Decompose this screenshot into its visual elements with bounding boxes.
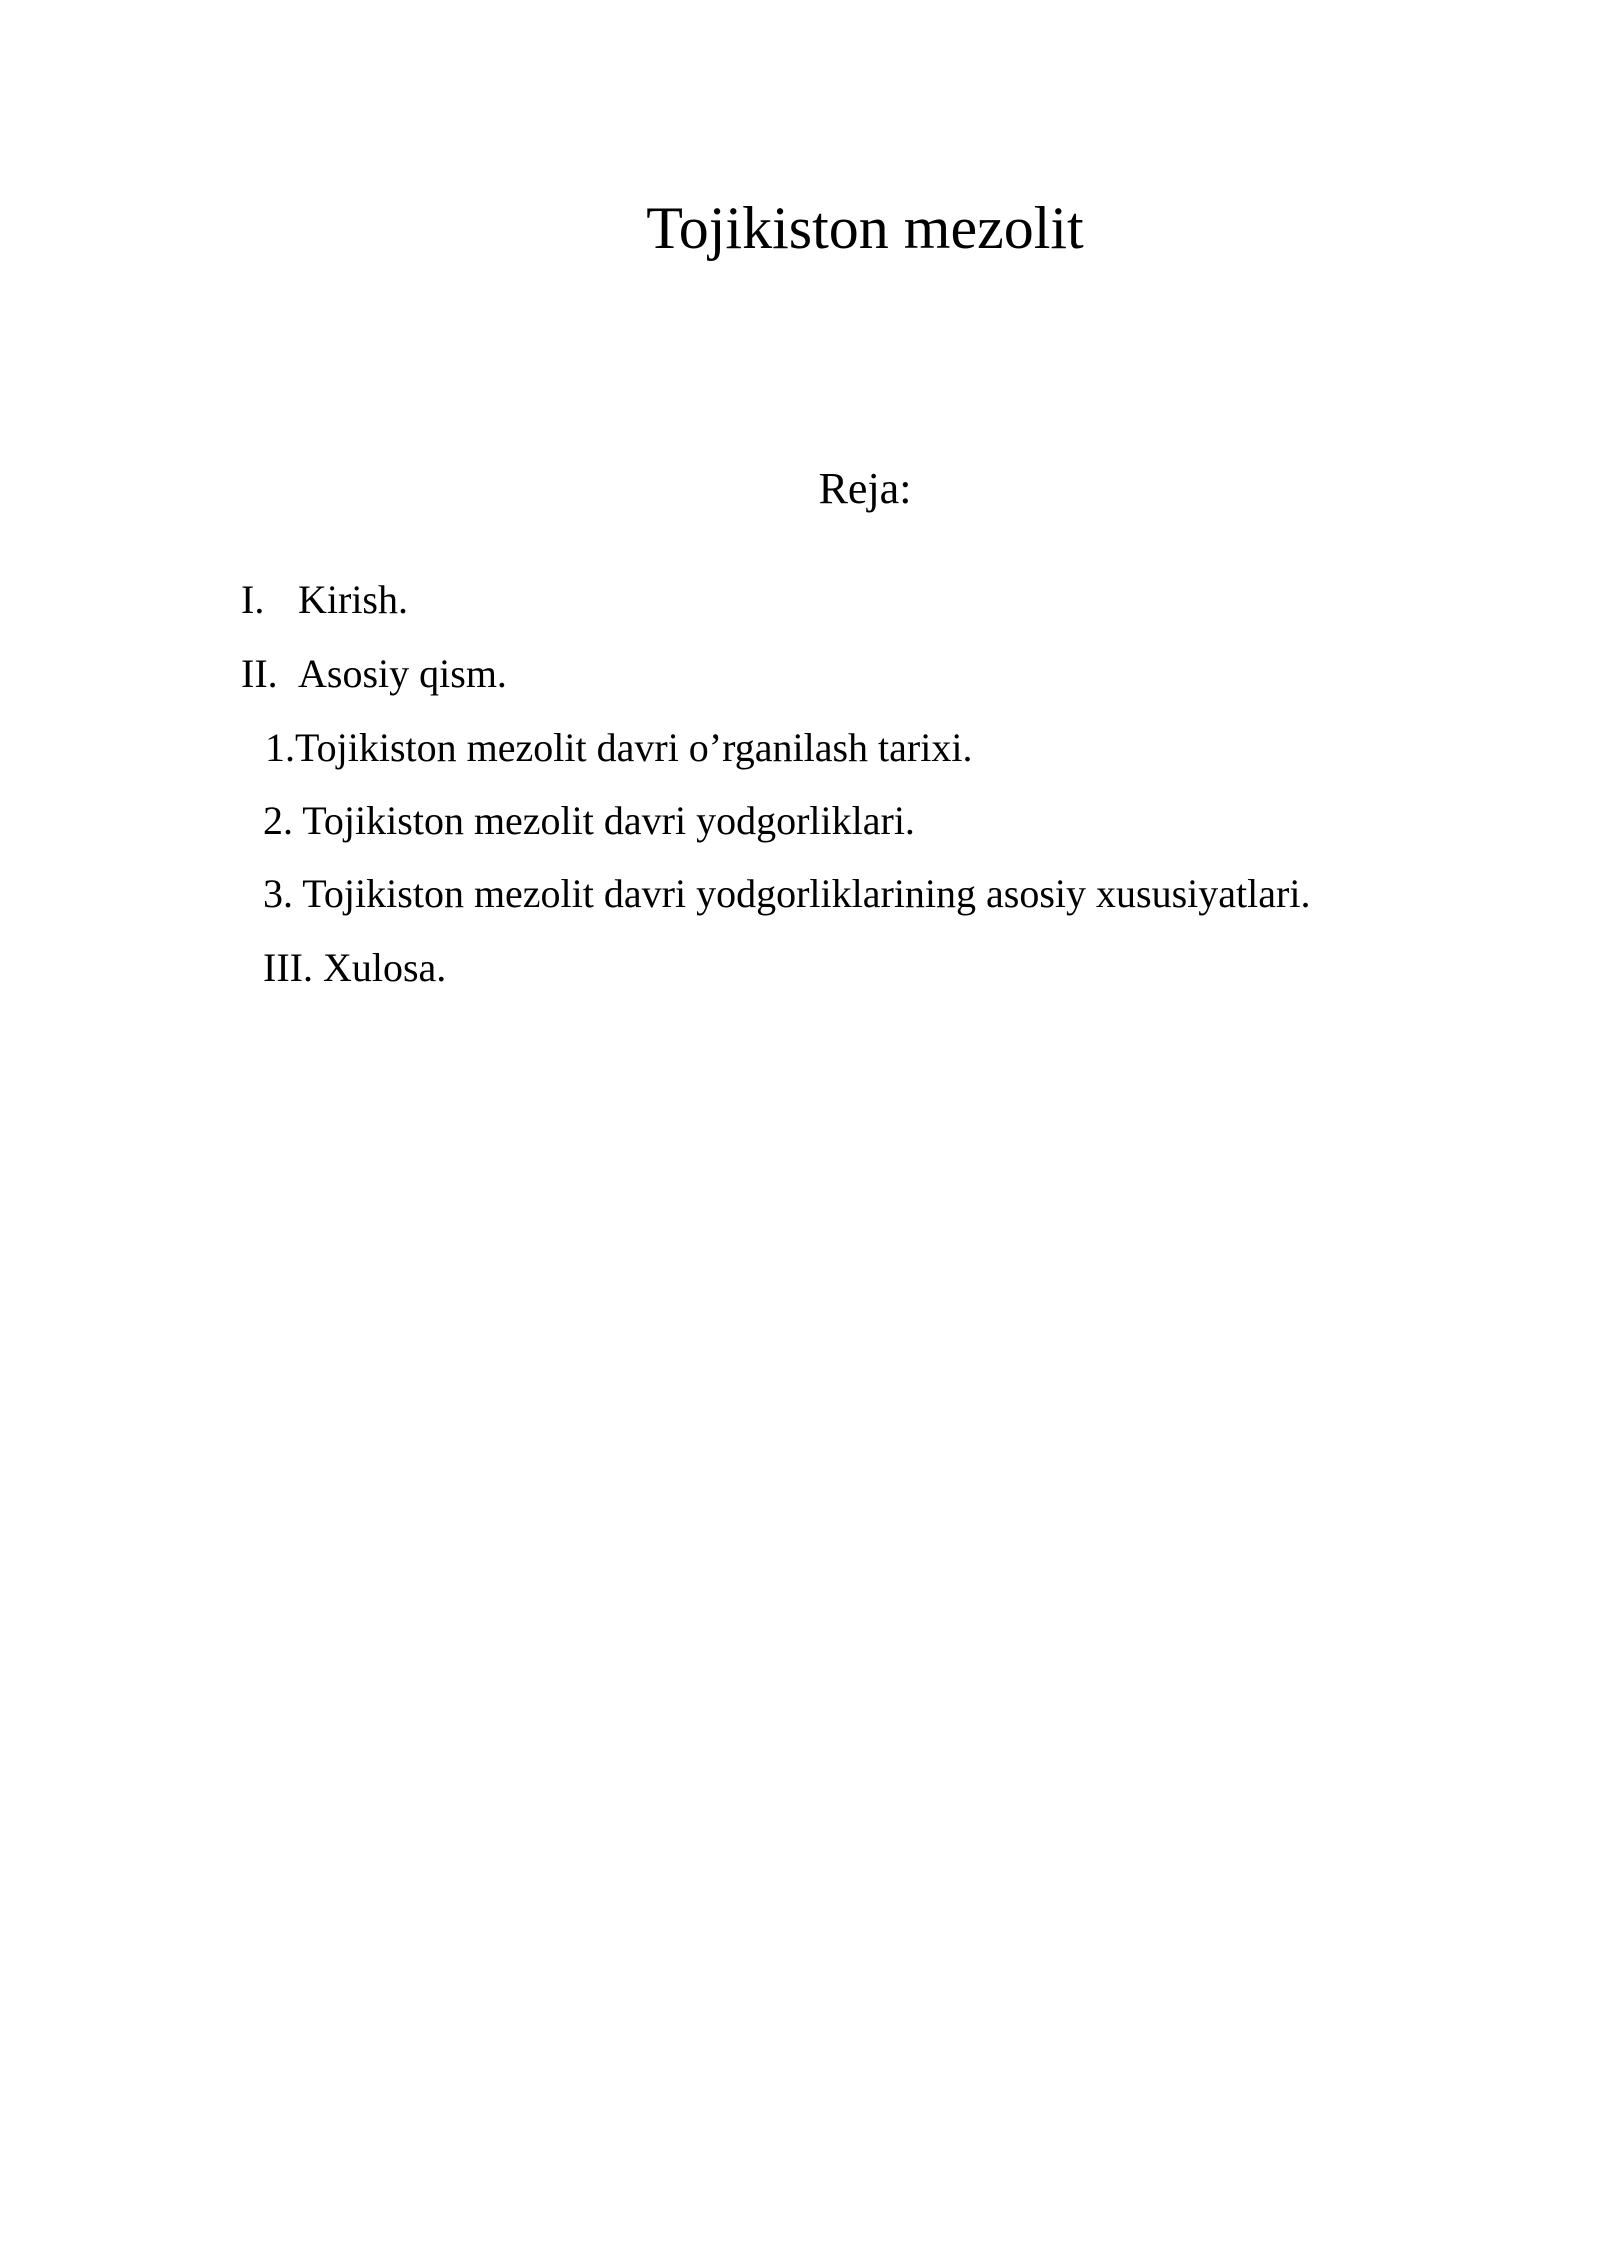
plan-item-text: Asosiy qism.	[298, 651, 507, 696]
plan-heading: Reja:	[818, 464, 912, 513]
plan-subitem-1	[265, 724, 972, 772]
plan-item-text: 2. Tojikiston mezolit davri yodgorliklari.	[263, 798, 915, 843]
plan-subitem-3	[263, 870, 1310, 918]
document-title: Tojikiston mezolit	[646, 195, 1084, 261]
plan-item-text: Kirish.	[298, 577, 408, 622]
plan-subitem-2	[263, 797, 915, 845]
plan-item-conclusion	[263, 944, 446, 992]
plan-item-text: 3. Tojikiston mezolit davri yodgorliklarining asosiy xususiyatlari.	[263, 871, 1311, 916]
plan-item-text: 1.Tojikiston mezolit davri o’rganilash tarixi.	[265, 725, 973, 770]
plan-item-number: II.	[241, 651, 278, 696]
plan-item-number: I.	[241, 577, 265, 622]
plan-item-text: III. Xulosa.	[263, 945, 447, 990]
